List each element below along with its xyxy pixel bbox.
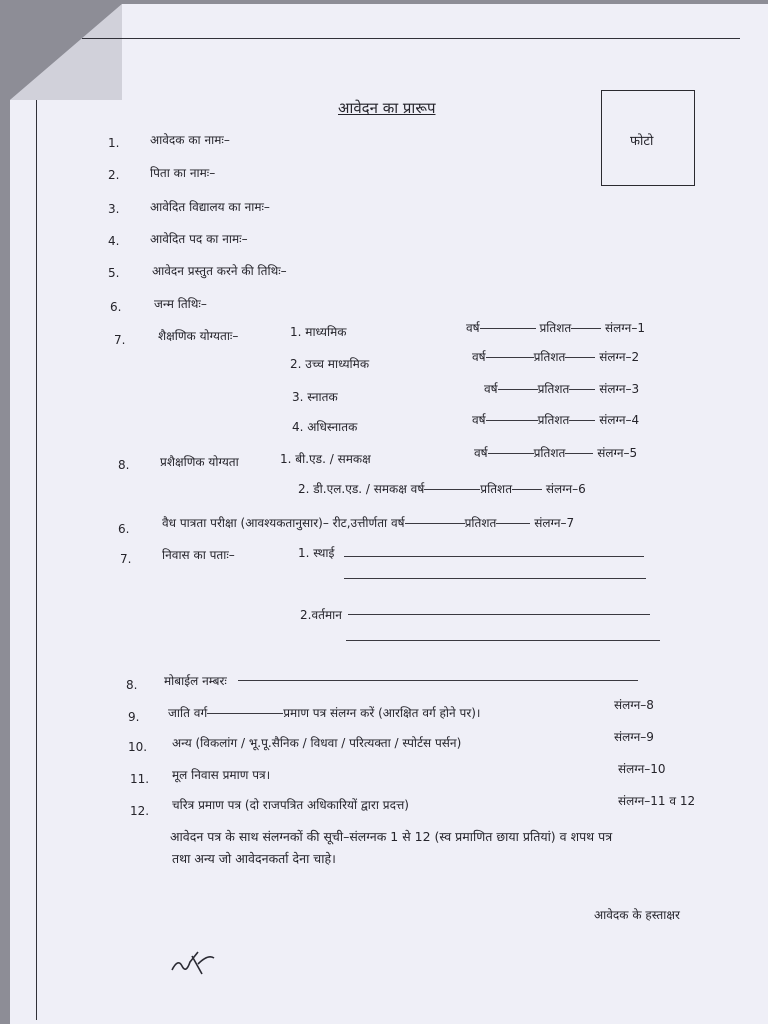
edu-row-fields: वर्ष प्रतिशत संलग्न–4 [472,413,640,427]
character-certificate-label: चरित्र प्रमाण पत्र (दो राजपत्रित अधिकारियों द्वारा प्रदत्त) [172,798,409,812]
submission-date-label: आवेदन प्रस्तुत करने की तिथिः– [152,264,287,278]
enclosure-8: संलग्न–8 [614,698,654,712]
edu-row-name: 4. अधिस्नातक [292,420,358,434]
item-number: 1. [108,136,120,150]
folded-corner [10,4,122,100]
item-number: 12. [130,804,150,818]
edu-row-name: 3. स्नातक [292,390,338,404]
other-category-label: अन्य (विकलांग / भू.पू.सैनिक / विधवा / परित्यक्ता / स्पोर्टस पर्सन) [172,736,462,750]
permanent-address-label: 1. स्थाई [298,546,335,560]
post-name-label: आवेदित पद का नामः– [150,232,248,246]
item-number: 2. [108,168,120,182]
permanent-address-line-2 [344,578,646,579]
enclosure-10: संलग्न–10 [618,762,666,776]
top-rule [82,38,740,39]
item-number: 7. [114,333,126,347]
eligibility-row: वैध पात्रता परीक्षा (आवश्यकतानुसार)– रीट,उत्तीर्णता वर्ष प्रतिशत संलग्न–7 [162,516,575,530]
current-address-label: 2.वर्तमान [300,608,342,622]
edu-row-fields: वर्ष प्रतिशत संलग्न–2 [472,350,640,364]
birth-date-label: जन्म तिथिः– [154,297,207,311]
enclosure-note-line1: आवेदन पत्र के साथ संलग्नकों की सूची–संलग्नक 1 से 12 (स्व प्रमाणित छाया प्रतियां) व शपथ पत्र [170,829,613,844]
school-name-label: आवेदित विद्यालय का नामः– [150,200,270,214]
domicile-label: मूल निवास प्रमाण पत्र। [172,768,271,782]
item-number: 8. [126,678,138,692]
address-label: निवास का पताः– [162,548,235,562]
form-title: आवेदन का प्रारूप [338,99,436,117]
item-number: 11. [130,772,150,786]
education-label: शैक्षणिक योग्यताः– [158,329,239,343]
applicant-name-label: आवेदक का नामः– [150,133,230,147]
item-number: 4. [108,234,120,248]
training-row2: 2. डी.एल.एड. / समकक्ष वर्ष प्रतिशत संलग्न–6 [298,482,586,496]
permanent-address-line [344,556,644,557]
item-number: 3. [108,202,120,216]
mobile-line [238,680,638,681]
father-name-label: पिता का नामः– [150,166,216,180]
training-row-fields: वर्ष प्रतिशत संलग्न–5 [474,446,638,460]
training-label: प्रशैक्षणिक योग्यता [160,455,239,469]
mobile-label: मोबाईल नम्बरः [164,674,227,688]
current-address-line [348,614,650,615]
current-address-line-2 [346,640,660,641]
item-number: 5. [108,266,120,280]
item-number: 9. [128,710,140,724]
edu-row-name: 1. माध्यमिक [290,325,347,339]
training-row-name: 1. बी.एड. / समकक्ष [280,452,371,466]
enclosure-9: संलग्न–9 [614,730,654,744]
margin-line [36,100,37,1020]
item-number: 8. [118,458,130,472]
enclosure-11-12: संलग्न–11 व 12 [618,794,696,808]
enclosure-note-line2: तथा अन्य जो आवेदनकर्ता देना चाहे। [172,851,336,866]
item-number: 6. [118,522,130,536]
item-number: 10. [128,740,148,754]
caste-row: जाति वर्ग प्रमाण पत्र संलग्न करें (आरक्षित वर्ग होने पर)। [168,706,481,720]
signature-scribble [168,944,218,980]
edu-row-fields: वर्ष प्रतिशत संलग्न–3 [484,382,640,396]
signature-label: आवेदक के हस्ताक्षर [594,908,680,922]
item-number: 7. [120,552,132,566]
photo-label: फोटो [630,134,654,149]
edu-row-fields: वर्ष प्रतिशत संलग्न–1 [466,321,645,335]
edu-row-name: 2. उच्च माध्यमिक [290,357,370,371]
item-number: 6. [110,300,122,314]
